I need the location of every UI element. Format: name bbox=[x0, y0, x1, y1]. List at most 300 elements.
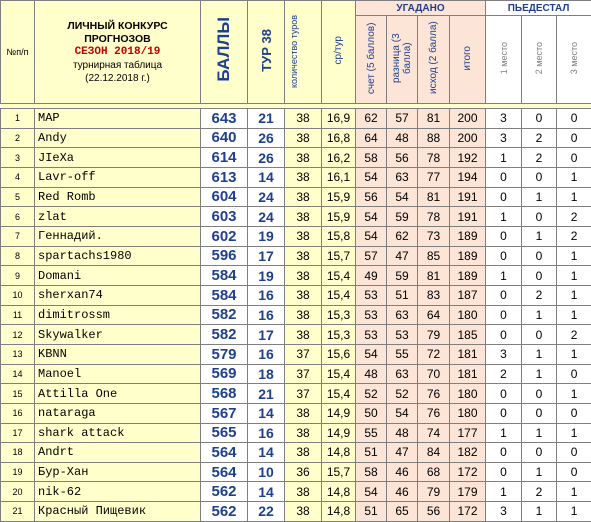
guessed-score: 54 bbox=[356, 167, 387, 187]
guessed-diff: 57 bbox=[387, 109, 418, 129]
place-1: 1 bbox=[486, 423, 522, 443]
tours-count: 38 bbox=[285, 266, 322, 286]
tour-points: 16 bbox=[248, 285, 285, 305]
points: 584 bbox=[201, 285, 248, 305]
place-3: 1 bbox=[557, 246, 591, 266]
tour-points: 21 bbox=[248, 384, 285, 404]
participant-name: Andrt bbox=[35, 443, 201, 463]
guessed-total: 189 bbox=[450, 246, 486, 266]
header-diff: разница (3 балла) bbox=[387, 16, 418, 104]
points: 640 bbox=[201, 128, 248, 148]
place-2: 0 bbox=[522, 167, 557, 187]
participant-name: nataraga bbox=[35, 403, 201, 423]
tour-points: 26 bbox=[248, 128, 285, 148]
tour-points: 21 bbox=[248, 109, 285, 129]
guessed-diff: 46 bbox=[387, 482, 418, 502]
guessed-diff: 47 bbox=[387, 246, 418, 266]
participant-name: shark attack bbox=[35, 423, 201, 443]
place-1: 3 bbox=[486, 109, 522, 129]
points: 584 bbox=[201, 266, 248, 286]
guessed-score: 58 bbox=[356, 462, 387, 482]
header-num: №п/п bbox=[1, 1, 35, 104]
row-num: 14 bbox=[1, 364, 35, 384]
participant-name: Attilla One bbox=[35, 384, 201, 404]
guessed-total: 191 bbox=[450, 207, 486, 227]
guessed-score: 54 bbox=[356, 482, 387, 502]
place-3: 1 bbox=[557, 482, 591, 502]
place-3: 2 bbox=[557, 226, 591, 246]
avg-per-tour: 14,9 bbox=[322, 423, 356, 443]
guessed-total: 181 bbox=[450, 344, 486, 364]
table-row bbox=[1, 423, 591, 443]
points: 602 bbox=[201, 226, 248, 246]
points: 567 bbox=[201, 403, 248, 423]
place-3: 1 bbox=[557, 285, 591, 305]
place-3: 0 bbox=[557, 462, 591, 482]
avg-per-tour: 15,7 bbox=[322, 462, 356, 482]
tour-points: 19 bbox=[248, 266, 285, 286]
place-2: 2 bbox=[522, 482, 557, 502]
header-avg: ср/тур bbox=[322, 1, 356, 104]
points: 569 bbox=[201, 364, 248, 384]
tours-count: 38 bbox=[285, 305, 322, 325]
table-row bbox=[1, 109, 591, 129]
place-2: 1 bbox=[522, 187, 557, 207]
guessed-score: 57 bbox=[356, 246, 387, 266]
guessed-diff: 63 bbox=[387, 364, 418, 384]
avg-per-tour: 15,3 bbox=[322, 325, 356, 345]
table-row bbox=[1, 443, 591, 463]
points: 564 bbox=[201, 443, 248, 463]
guessed-diff: 51 bbox=[387, 285, 418, 305]
guessed-total: 180 bbox=[450, 384, 486, 404]
guessed-outcome: 79 bbox=[418, 482, 450, 502]
place-1: 1 bbox=[486, 207, 522, 227]
table-row bbox=[1, 207, 591, 227]
guessed-diff: 54 bbox=[387, 403, 418, 423]
guessed-diff: 59 bbox=[387, 266, 418, 286]
participant-name: zlat bbox=[35, 207, 201, 227]
place-1: 1 bbox=[486, 266, 522, 286]
guessed-score: 49 bbox=[356, 266, 387, 286]
guessed-diff: 48 bbox=[387, 128, 418, 148]
guessed-score: 51 bbox=[356, 443, 387, 463]
tours-count: 38 bbox=[285, 502, 322, 522]
place-3: 1 bbox=[557, 266, 591, 286]
guessed-score: 54 bbox=[356, 207, 387, 227]
guessed-score: 56 bbox=[356, 187, 387, 207]
guessed-outcome: 78 bbox=[418, 207, 450, 227]
guessed-total: 189 bbox=[450, 266, 486, 286]
table-row bbox=[1, 285, 591, 305]
table-row bbox=[1, 502, 591, 522]
avg-per-tour: 14,8 bbox=[322, 482, 356, 502]
place-3: 0 bbox=[557, 148, 591, 168]
guessed-diff: 46 bbox=[387, 462, 418, 482]
table-row bbox=[1, 482, 591, 502]
tours-count: 37 bbox=[285, 344, 322, 364]
row-num: 19 bbox=[1, 462, 35, 482]
place-3: 1 bbox=[557, 305, 591, 325]
table-row bbox=[1, 325, 591, 345]
row-num: 3 bbox=[1, 148, 35, 168]
place-3: 0 bbox=[557, 109, 591, 129]
table-row bbox=[1, 403, 591, 423]
points: 562 bbox=[201, 502, 248, 522]
tour-points: 17 bbox=[248, 246, 285, 266]
tours-count: 38 bbox=[285, 482, 322, 502]
participant-name: dimitrossm bbox=[35, 305, 201, 325]
participant-name: Геннадий. bbox=[35, 226, 201, 246]
guessed-total: 189 bbox=[450, 226, 486, 246]
avg-per-tour: 16,8 bbox=[322, 128, 356, 148]
guessed-total: 187 bbox=[450, 285, 486, 305]
date-label: (22.12.2018 г.) bbox=[35, 72, 200, 85]
tours-count: 38 bbox=[285, 128, 322, 148]
title-line2: ПРОГНОЗОВ bbox=[35, 33, 200, 46]
place-1: 0 bbox=[486, 226, 522, 246]
guessed-diff: 54 bbox=[387, 187, 418, 207]
guessed-diff: 53 bbox=[387, 325, 418, 345]
participant-name: Красный Пищевик bbox=[35, 502, 201, 522]
table-row bbox=[1, 246, 591, 266]
tours-count: 38 bbox=[285, 109, 322, 129]
avg-per-tour: 15,3 bbox=[322, 305, 356, 325]
avg-per-tour: 14,9 bbox=[322, 403, 356, 423]
row-num: 15 bbox=[1, 384, 35, 404]
guessed-score: 48 bbox=[356, 364, 387, 384]
points: 614 bbox=[201, 148, 248, 168]
tours-count: 38 bbox=[285, 187, 322, 207]
place-2: 1 bbox=[522, 344, 557, 364]
tours-count: 38 bbox=[285, 246, 322, 266]
avg-per-tour: 16,9 bbox=[322, 109, 356, 129]
guessed-score: 50 bbox=[356, 403, 387, 423]
tour-points: 16 bbox=[248, 305, 285, 325]
guessed-total: 180 bbox=[450, 403, 486, 423]
participant-name: MAP bbox=[35, 109, 201, 129]
guessed-score: 54 bbox=[356, 226, 387, 246]
guessed-outcome: 77 bbox=[418, 167, 450, 187]
row-num: 6 bbox=[1, 207, 35, 227]
tours-count: 37 bbox=[285, 364, 322, 384]
header-score: счет (5 баллов) bbox=[356, 16, 387, 104]
tours-count: 38 bbox=[285, 207, 322, 227]
title-line1: ЛИЧНЫЙ КОНКУРС bbox=[35, 20, 200, 33]
place-2: 0 bbox=[522, 384, 557, 404]
participant-name: JIeXa bbox=[35, 148, 201, 168]
place-1: 0 bbox=[486, 462, 522, 482]
tours-count: 38 bbox=[285, 423, 322, 443]
header-place2: 2 место bbox=[522, 16, 557, 104]
avg-per-tour: 15,4 bbox=[322, 285, 356, 305]
row-num: 16 bbox=[1, 403, 35, 423]
row-num: 5 bbox=[1, 187, 35, 207]
tours-count: 38 bbox=[285, 443, 322, 463]
tour-points: 26 bbox=[248, 148, 285, 168]
row-num: 9 bbox=[1, 266, 35, 286]
tours-count: 36 bbox=[285, 462, 322, 482]
row-num: 1 bbox=[1, 109, 35, 129]
place-1: 3 bbox=[486, 128, 522, 148]
table-row bbox=[1, 226, 591, 246]
table-row bbox=[1, 364, 591, 384]
place-1: 1 bbox=[486, 148, 522, 168]
guessed-outcome: 85 bbox=[418, 246, 450, 266]
avg-per-tour: 15,6 bbox=[322, 344, 356, 364]
place-2: 1 bbox=[522, 364, 557, 384]
guessed-score: 51 bbox=[356, 502, 387, 522]
avg-per-tour: 14,8 bbox=[322, 502, 356, 522]
row-num: 4 bbox=[1, 167, 35, 187]
place-1: 0 bbox=[486, 246, 522, 266]
row-num: 10 bbox=[1, 285, 35, 305]
guessed-score: 53 bbox=[356, 325, 387, 345]
table-row bbox=[1, 167, 591, 187]
guessed-diff: 47 bbox=[387, 443, 418, 463]
avg-per-tour: 16,1 bbox=[322, 167, 356, 187]
place-1: 0 bbox=[486, 285, 522, 305]
guessed-outcome: 76 bbox=[418, 384, 450, 404]
subtitle: турнирная таблица bbox=[35, 59, 200, 72]
tour-points: 17 bbox=[248, 325, 285, 345]
place-3: 0 bbox=[557, 403, 591, 423]
header-tours-count: количество туров bbox=[285, 1, 322, 104]
place-1: 2 bbox=[486, 364, 522, 384]
guessed-score: 55 bbox=[356, 423, 387, 443]
points: 579 bbox=[201, 344, 248, 364]
guessed-total: 179 bbox=[450, 482, 486, 502]
guessed-total: 177 bbox=[450, 423, 486, 443]
guessed-outcome: 78 bbox=[418, 148, 450, 168]
place-3: 1 bbox=[557, 344, 591, 364]
row-num: 11 bbox=[1, 305, 35, 325]
tour-points: 18 bbox=[248, 364, 285, 384]
place-2: 0 bbox=[522, 246, 557, 266]
avg-per-tour: 15,8 bbox=[322, 226, 356, 246]
points: 643 bbox=[201, 109, 248, 129]
tour-points: 19 bbox=[248, 226, 285, 246]
avg-per-tour: 15,4 bbox=[322, 384, 356, 404]
guessed-total: 172 bbox=[450, 462, 486, 482]
participant-name: Andy bbox=[35, 128, 201, 148]
place-3: 0 bbox=[557, 443, 591, 463]
avg-per-tour: 15,7 bbox=[322, 246, 356, 266]
participant-name: nik-62 bbox=[35, 482, 201, 502]
tour-points: 14 bbox=[248, 403, 285, 423]
tours-count: 37 bbox=[285, 384, 322, 404]
participant-name: Domani bbox=[35, 266, 201, 286]
header-points: БАЛЛЫ bbox=[201, 1, 248, 104]
tour-points: 14 bbox=[248, 167, 285, 187]
header-total: итого bbox=[450, 16, 486, 104]
table-row bbox=[1, 462, 591, 482]
tours-count: 38 bbox=[285, 148, 322, 168]
table-row bbox=[1, 187, 591, 207]
guessed-outcome: 79 bbox=[418, 325, 450, 345]
points: 603 bbox=[201, 207, 248, 227]
points: 596 bbox=[201, 246, 248, 266]
guessed-score: 62 bbox=[356, 109, 387, 129]
guessed-outcome: 70 bbox=[418, 364, 450, 384]
place-2: 0 bbox=[522, 207, 557, 227]
place-3: 1 bbox=[557, 384, 591, 404]
points: 582 bbox=[201, 305, 248, 325]
place-3: 2 bbox=[557, 325, 591, 345]
header-guessed: УГАДАНО bbox=[356, 1, 486, 16]
avg-per-tour: 15,9 bbox=[322, 207, 356, 227]
tours-count: 38 bbox=[285, 325, 322, 345]
header-tour: ТУР 38 bbox=[248, 1, 285, 104]
row-num: 8 bbox=[1, 246, 35, 266]
tour-points: 14 bbox=[248, 482, 285, 502]
place-3: 1 bbox=[557, 502, 591, 522]
tours-count: 38 bbox=[285, 403, 322, 423]
tours-count: 38 bbox=[285, 226, 322, 246]
table-row bbox=[1, 266, 591, 286]
place-2: 1 bbox=[522, 502, 557, 522]
row-num: 21 bbox=[1, 502, 35, 522]
guessed-score: 54 bbox=[356, 344, 387, 364]
participant-name: Red Romb bbox=[35, 187, 201, 207]
participant-name: Lavr-off bbox=[35, 167, 201, 187]
avg-per-tour: 15,4 bbox=[322, 266, 356, 286]
guessed-outcome: 74 bbox=[418, 423, 450, 443]
place-1: 0 bbox=[486, 403, 522, 423]
guessed-score: 53 bbox=[356, 305, 387, 325]
guessed-outcome: 88 bbox=[418, 128, 450, 148]
place-2: 2 bbox=[522, 148, 557, 168]
header-place1: 1 место bbox=[486, 16, 522, 104]
guessed-diff: 63 bbox=[387, 167, 418, 187]
guessed-diff: 55 bbox=[387, 344, 418, 364]
guessed-outcome: 56 bbox=[418, 502, 450, 522]
guessed-total: 172 bbox=[450, 502, 486, 522]
place-2: 1 bbox=[522, 462, 557, 482]
place-3: 0 bbox=[557, 128, 591, 148]
table-row bbox=[1, 384, 591, 404]
guessed-outcome: 84 bbox=[418, 443, 450, 463]
table-title bbox=[35, 1, 201, 104]
place-2: 0 bbox=[522, 403, 557, 423]
points: 565 bbox=[201, 423, 248, 443]
points: 613 bbox=[201, 167, 248, 187]
row-num: 13 bbox=[1, 344, 35, 364]
place-1: 3 bbox=[486, 344, 522, 364]
place-1: 1 bbox=[486, 482, 522, 502]
place-2: 0 bbox=[522, 109, 557, 129]
row-num: 2 bbox=[1, 128, 35, 148]
place-2: 1 bbox=[522, 226, 557, 246]
place-1: 0 bbox=[486, 325, 522, 345]
place-2: 1 bbox=[522, 305, 557, 325]
guessed-diff: 48 bbox=[387, 423, 418, 443]
guessed-outcome: 73 bbox=[418, 226, 450, 246]
guessed-score: 64 bbox=[356, 128, 387, 148]
place-1: 0 bbox=[486, 167, 522, 187]
guessed-diff: 59 bbox=[387, 207, 418, 227]
avg-per-tour: 16,2 bbox=[322, 148, 356, 168]
points: 582 bbox=[201, 325, 248, 345]
tour-points: 14 bbox=[248, 443, 285, 463]
guessed-total: 185 bbox=[450, 325, 486, 345]
participant-name: Бур-Хан bbox=[35, 462, 201, 482]
table-row bbox=[1, 344, 591, 364]
place-2: 0 bbox=[522, 325, 557, 345]
tours-count: 38 bbox=[285, 285, 322, 305]
guessed-outcome: 68 bbox=[418, 462, 450, 482]
place-2: 0 bbox=[522, 266, 557, 286]
place-1: 0 bbox=[486, 187, 522, 207]
avg-per-tour: 15,9 bbox=[322, 187, 356, 207]
tour-points: 16 bbox=[248, 423, 285, 443]
guessed-outcome: 64 bbox=[418, 305, 450, 325]
row-num: 18 bbox=[1, 443, 35, 463]
row-num: 7 bbox=[1, 226, 35, 246]
guessed-total: 200 bbox=[450, 128, 486, 148]
guessed-outcome: 83 bbox=[418, 285, 450, 305]
tour-points: 22 bbox=[248, 502, 285, 522]
guessed-diff: 56 bbox=[387, 148, 418, 168]
place-1: 0 bbox=[486, 384, 522, 404]
guessed-total: 200 bbox=[450, 109, 486, 129]
points: 604 bbox=[201, 187, 248, 207]
header-outcome: исход (2 балла) bbox=[418, 16, 450, 104]
guessed-total: 182 bbox=[450, 443, 486, 463]
guessed-diff: 52 bbox=[387, 384, 418, 404]
place-2: 2 bbox=[522, 128, 557, 148]
guessed-total: 180 bbox=[450, 305, 486, 325]
guessed-diff: 62 bbox=[387, 226, 418, 246]
guessed-diff: 63 bbox=[387, 305, 418, 325]
participant-name: Skywalker bbox=[35, 325, 201, 345]
tours-count: 38 bbox=[285, 167, 322, 187]
table-row bbox=[1, 128, 591, 148]
avg-per-tour: 14,8 bbox=[322, 443, 356, 463]
guessed-score: 52 bbox=[356, 384, 387, 404]
guessed-outcome: 81 bbox=[418, 266, 450, 286]
points: 568 bbox=[201, 384, 248, 404]
place-3: 2 bbox=[557, 207, 591, 227]
guessed-total: 194 bbox=[450, 167, 486, 187]
guessed-outcome: 81 bbox=[418, 187, 450, 207]
place-2: 2 bbox=[522, 285, 557, 305]
place-2: 1 bbox=[522, 423, 557, 443]
table-row bbox=[1, 148, 591, 168]
season-label: СЕЗОН 2018/19 bbox=[35, 46, 200, 59]
points: 564 bbox=[201, 462, 248, 482]
tour-points: 16 bbox=[248, 344, 285, 364]
header-place3: 3 место bbox=[557, 16, 591, 104]
participant-name: spartachs1980 bbox=[35, 246, 201, 266]
row-num: 12 bbox=[1, 325, 35, 345]
row-num: 20 bbox=[1, 482, 35, 502]
guessed-outcome: 72 bbox=[418, 344, 450, 364]
table-row bbox=[1, 305, 591, 325]
tour-points: 10 bbox=[248, 462, 285, 482]
guessed-diff: 65 bbox=[387, 502, 418, 522]
place-1: 0 bbox=[486, 443, 522, 463]
avg-per-tour: 15,4 bbox=[322, 364, 356, 384]
participant-name: sherxan74 bbox=[35, 285, 201, 305]
header-podium: ПЬЕДЕСТАЛ bbox=[486, 1, 591, 16]
participant-name: Manoel bbox=[35, 364, 201, 384]
guessed-outcome: 76 bbox=[418, 403, 450, 423]
place-3: 1 bbox=[557, 423, 591, 443]
place-1: 0 bbox=[486, 305, 522, 325]
tour-points: 24 bbox=[248, 207, 285, 227]
guessed-score: 53 bbox=[356, 285, 387, 305]
